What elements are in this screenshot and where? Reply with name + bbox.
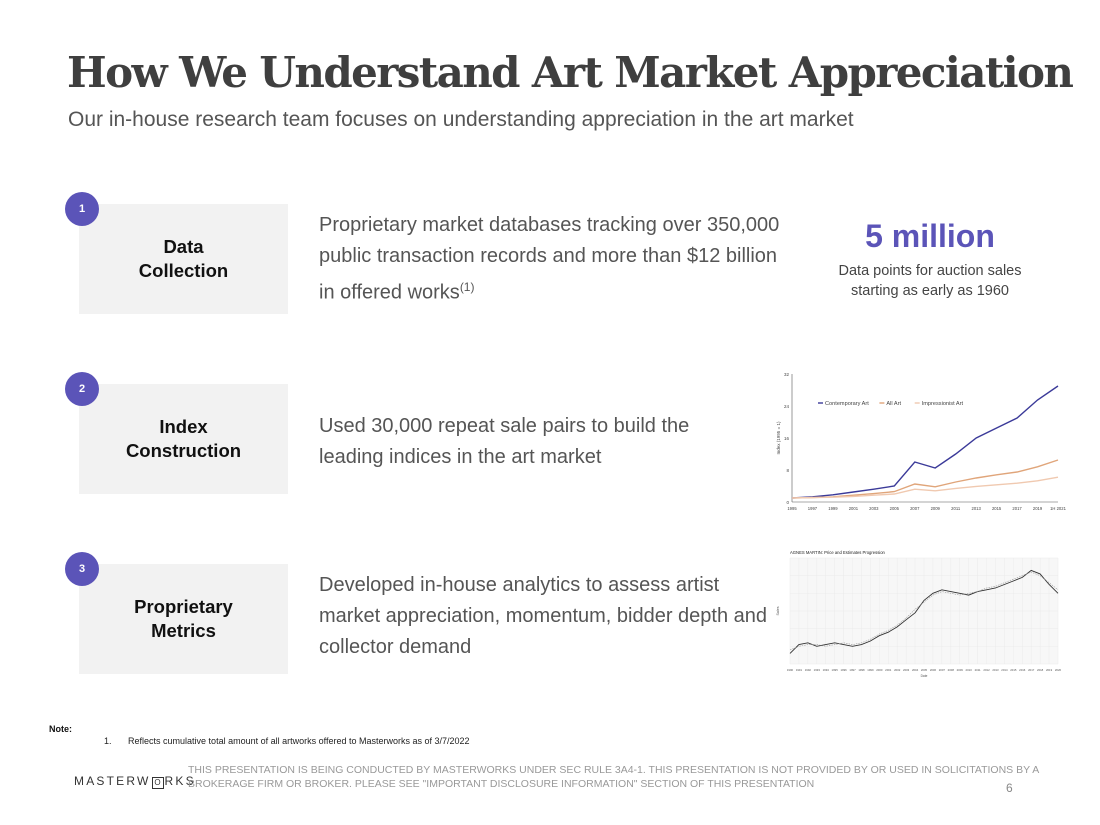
- legend-label: Impressionist Art: [921, 401, 964, 407]
- x-tick-label: 1997: [849, 668, 856, 672]
- x-tick-label: 1995: [831, 668, 838, 672]
- step-row-data-collection: [0, 204, 1100, 314]
- step-number-badge: 3: [65, 552, 99, 586]
- x-tick-label: 2007: [910, 506, 920, 511]
- x-tick-label: 2008: [947, 668, 954, 672]
- x-tick-label: 2004: [911, 668, 919, 672]
- step-description-text: Proprietary market databases tracking over 350,000 public transaction records and more than $12 billion in offered works: [319, 214, 780, 304]
- note-number: 1.: [104, 736, 112, 746]
- note-text: Reflects cumulative total amount of all artworks offered to Masterworks as of 3/7/2022: [128, 736, 470, 746]
- x-tick-label: 1992: [804, 668, 811, 672]
- x-tick-label: 1991: [795, 668, 803, 672]
- x-tick-label: 2011: [951, 506, 961, 511]
- chart-title: AGNES MARTIN: Price and Estimates Progression: [790, 550, 885, 555]
- x-tick-label: 2013: [971, 506, 981, 511]
- x-tick-label: 1990: [786, 668, 794, 672]
- x-tick-label: 2001: [885, 668, 892, 672]
- masterworks-logo: [74, 774, 196, 789]
- disclaimer-text: THIS PRESENTATION IS BEING CONDUCTED BY MASTERWORKS UNDER SEC RULE 3A4-1. THIS PRESENTATION IS NOT PROVIDED BY OR USED IN SOLICITATIONS BY A BROKERAGE FIRM OR BROKER. PLEASE SEE "IMPORTANT DISCLOSURE INFORMATION" SECTION OF THIS PRESENTATION: [188, 764, 1039, 790]
- step-box: [79, 204, 288, 314]
- x-tick-label: 1999: [867, 668, 874, 672]
- step-title-line2: Construction: [125, 440, 242, 461]
- page-number: 6: [1006, 781, 1013, 795]
- stat-label: [820, 261, 1040, 301]
- stat-callout: [820, 218, 1040, 301]
- x-tick-label: 2005: [920, 668, 928, 672]
- x-tick-label: 1996: [840, 668, 847, 672]
- step-number-badge: 2: [65, 372, 99, 406]
- step-title-line1: Proprietary: [134, 596, 233, 617]
- x-tick-label: 1H 2021: [1050, 506, 1066, 511]
- stat-label-line2: starting as early as 1960: [851, 283, 1009, 299]
- x-tick-label: 2007: [938, 668, 945, 672]
- x-tick-label: 2015: [991, 506, 1002, 511]
- x-tick-label: 2014: [1001, 668, 1008, 672]
- agnes-martin-chart: [770, 546, 1065, 681]
- x-tick-label: 2003: [903, 668, 910, 672]
- y-tick-label: 32: [783, 372, 789, 377]
- legend-label: All Art: [886, 401, 902, 407]
- step-description: Developed in-house analytics to assess artist market appreciation, momentum, bidder depth and collector demand: [319, 574, 768, 658]
- x-tick-label: 2010: [965, 668, 972, 672]
- stat-label-line1: Data points for auction sales: [838, 263, 1022, 279]
- legend-label: Contemporary Art: [825, 401, 869, 407]
- step-title-line1: Data: [163, 236, 204, 257]
- x-tick-label: 2017: [1028, 668, 1035, 672]
- x-tick-label: 2009: [956, 668, 963, 672]
- step-description: Used 30,000 repeat sale pairs to build the leading indices in the art market: [319, 415, 690, 468]
- logo-text-right: RKS: [164, 774, 196, 788]
- page-subtitle: Our in-house research team focuses on understanding appreciation in the art market: [68, 108, 854, 131]
- x-tick-label: 2013: [992, 668, 999, 672]
- x-tick-label: 2011: [974, 668, 981, 672]
- x-tick-label: 2019: [1032, 506, 1043, 511]
- x-tick-label: 1995: [787, 506, 797, 511]
- x-tick-label: 1993: [813, 668, 820, 672]
- x-axis-label: Date: [920, 674, 928, 678]
- logo-o-box: O: [152, 777, 164, 789]
- x-tick-label: 2002: [894, 668, 901, 672]
- y-tick-label: 0: [786, 500, 789, 505]
- x-tick-label: 2018: [1037, 668, 1044, 672]
- step-description: [319, 210, 789, 309]
- y-axis-label: Index (1995 = 1): [776, 421, 781, 455]
- x-tick-label: 2005: [889, 506, 899, 511]
- y-axis-label: Sales: [776, 606, 780, 616]
- art-index-chart: [770, 366, 1070, 516]
- x-tick-label: 2001: [848, 506, 859, 511]
- x-tick-label: 2019: [1045, 668, 1053, 672]
- x-tick-label: 2009: [930, 506, 940, 511]
- x-tick-label: 2000: [876, 668, 883, 672]
- step-title-line1: Index: [159, 416, 208, 437]
- x-tick-label: 1997: [807, 506, 818, 511]
- x-tick-label: 2016: [1019, 668, 1026, 672]
- x-tick-label: 2015: [1010, 668, 1017, 672]
- note-item: [104, 736, 470, 746]
- logo-text-left: MASTERW: [74, 774, 151, 788]
- x-tick-label: 2017: [1012, 506, 1022, 511]
- y-tick-label: 24: [783, 404, 789, 409]
- x-tick-label: 1999: [828, 506, 838, 511]
- note-heading: Note:: [49, 724, 72, 734]
- y-tick-label: 8: [786, 468, 789, 473]
- x-tick-label: 2020: [1054, 668, 1062, 672]
- step-box: [79, 384, 288, 494]
- step-title-line2: Collection: [138, 260, 229, 281]
- x-tick-label: 2003: [869, 506, 879, 511]
- step-box: [79, 564, 288, 674]
- footnote-ref: (1): [459, 280, 475, 294]
- y-tick-label: 16: [783, 436, 789, 441]
- step-title-line2: Metrics: [151, 620, 216, 641]
- x-tick-label: 1998: [858, 668, 865, 672]
- page-title: How We Understand Art Market Appreciation: [67, 48, 1073, 97]
- x-tick-label: 1994: [822, 668, 829, 672]
- step-number-badge: 1: [65, 192, 99, 226]
- stat-value: 5 million: [865, 218, 995, 254]
- x-tick-label: 2006: [929, 668, 937, 672]
- x-tick-label: 2012: [983, 668, 990, 672]
